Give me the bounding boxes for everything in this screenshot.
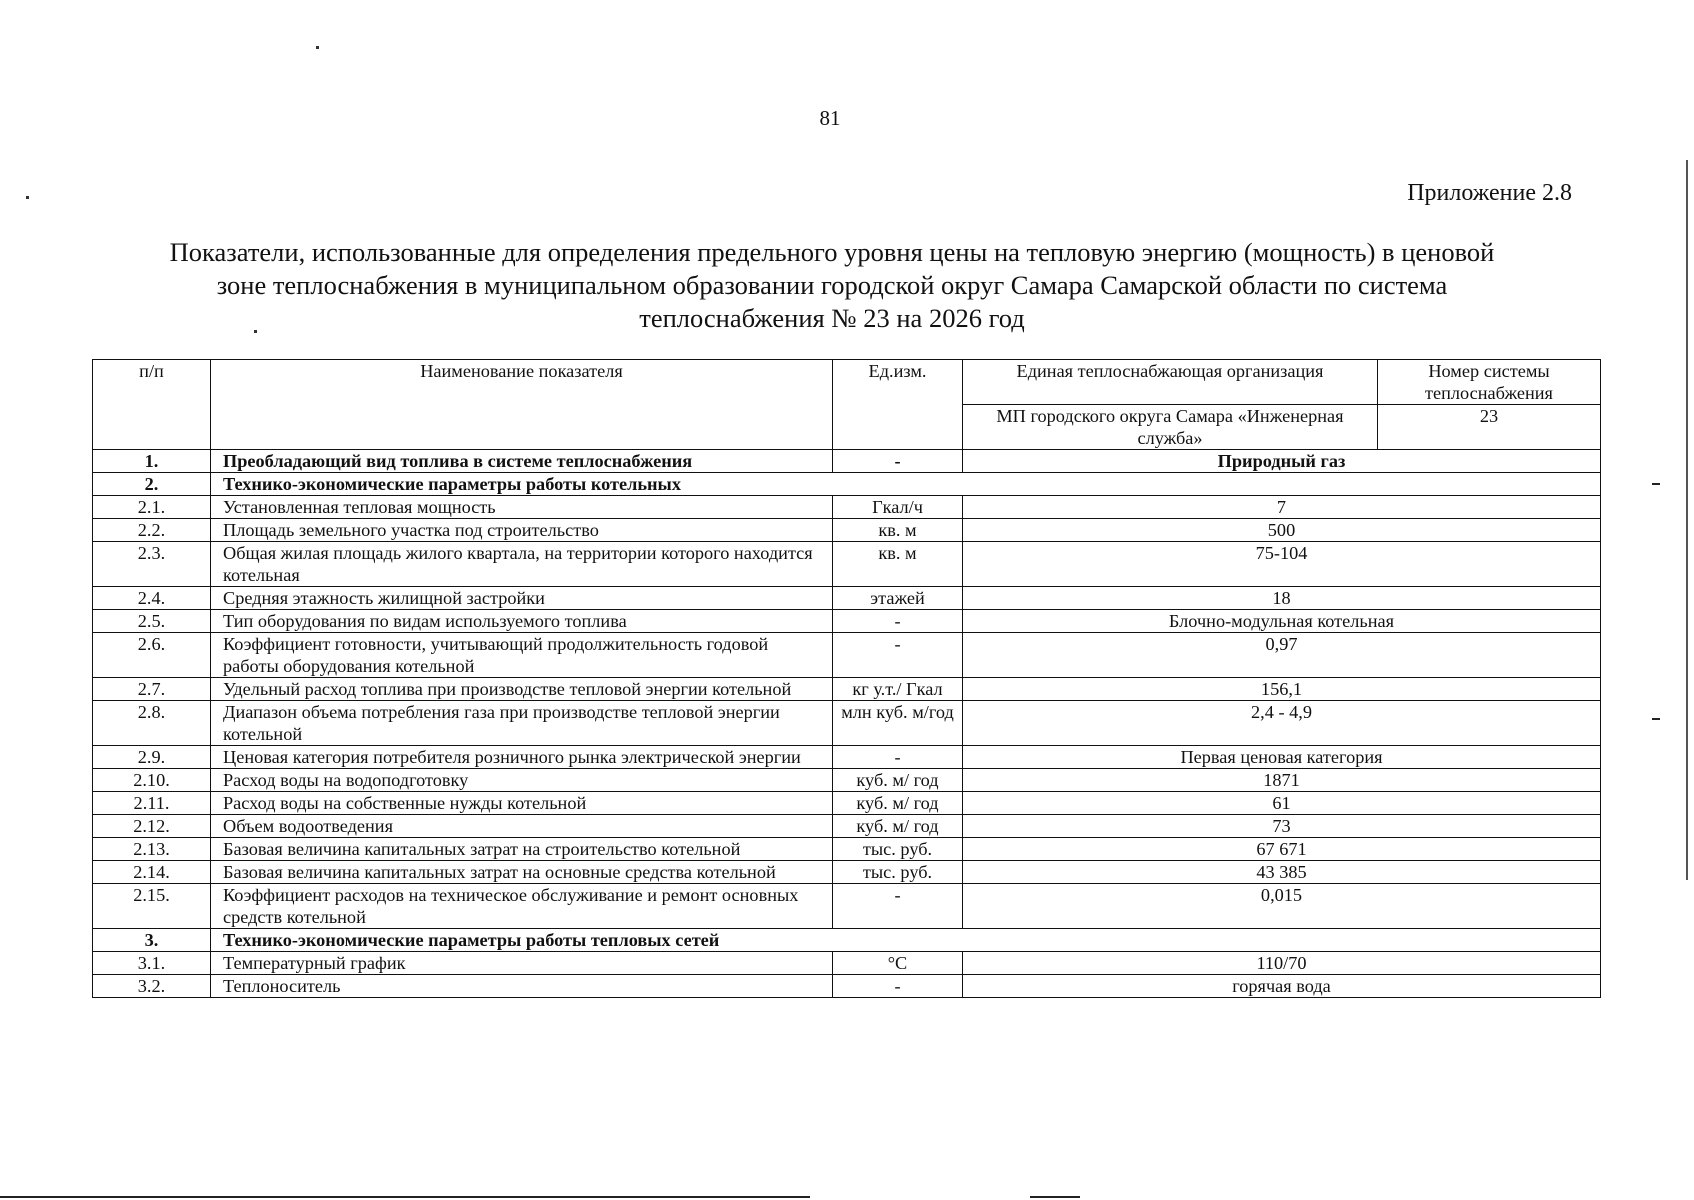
indicator-name: Базовая величина капитальных затрат на основные средства котельной (211, 861, 833, 884)
section-title: Технико-экономические параметры работы котельных (211, 473, 1601, 496)
unit-cell: кг у.т./ Гкал (833, 678, 963, 701)
table-row (93, 610, 1601, 633)
title-line: теплоснабжения № 23 на 2026 год (639, 303, 1025, 333)
scan-speck (254, 330, 257, 333)
value-cell: Природный газ (963, 450, 1601, 473)
table-row (93, 701, 1601, 746)
row-number: 2.12. (93, 815, 211, 838)
value-cell: 18 (963, 587, 1601, 610)
scan-speck (316, 46, 319, 49)
row-number: 2.8. (93, 701, 211, 746)
unit-cell: куб. м/ год (833, 815, 963, 838)
row-number: 3.2. (93, 975, 211, 998)
indicator-name: Базовая величина капитальных затрат на строительство котельной (211, 838, 833, 861)
unit-cell: - (833, 610, 963, 633)
scan-edge-mark (1652, 718, 1660, 720)
indicator-name: Коэффициент расходов на техническое обслуживание и ремонт основных средств котельной (211, 884, 833, 929)
row-number: 2.3. (93, 542, 211, 587)
section-row (93, 929, 1601, 952)
table-row (93, 587, 1601, 610)
header-name: Наименование показателя (211, 360, 833, 450)
indicator-name: Общая жилая площадь жилого квартала, на территории которого находится котельная (211, 542, 833, 587)
table-row (93, 792, 1601, 815)
table-row (93, 496, 1601, 519)
value-cell: горячая вода (963, 975, 1601, 998)
title-line: Показатели, использованные для определения предельного уровня цены на тепловую энергию (мощность) в ценовой (169, 237, 1495, 267)
unit-cell: - (833, 746, 963, 769)
value-cell: 500 (963, 519, 1601, 542)
scan-bottom-line (0, 1196, 810, 1198)
row-number: 2.1. (93, 496, 211, 519)
indicator-name: Расход воды на водоподготовку (211, 769, 833, 792)
unit-cell: Гкал/ч (833, 496, 963, 519)
table-row (93, 450, 1601, 473)
section-title: Технико-экономические параметры работы тепловых сетей (211, 929, 1601, 952)
table-row (93, 952, 1601, 975)
indicator-name: Установленная тепловая мощность (211, 496, 833, 519)
indicator-name: Удельный расход топлива при производстве тепловой энергии котельной (211, 678, 833, 701)
org-name-cell: МП городского округа Самара «Инженерная служба» (963, 405, 1378, 450)
value-cell: 43 385 (963, 861, 1601, 884)
indicator-name: Коэффициент готовности, учитывающий продолжительность годовой работы оборудования котельной (211, 633, 833, 678)
unit-cell: - (833, 884, 963, 929)
unit-cell: - (833, 633, 963, 678)
row-number: 2.5. (93, 610, 211, 633)
indicator-name: Объем водоотведения (211, 815, 833, 838)
indicator-name: Температурный график (211, 952, 833, 975)
indicator-name: Ценовая категория потребителя розничного рынка электрической энергии (211, 746, 833, 769)
unit-cell: - (833, 975, 963, 998)
indicator-name: Площадь земельного участка под строительство (211, 519, 833, 542)
title-line: зоне теплоснабжения в муниципальном образовании городской округ Самара Самарской области по система (216, 270, 1448, 300)
section-row (93, 473, 1601, 496)
value-cell: 0,015 (963, 884, 1601, 929)
value-cell: 110/70 (963, 952, 1601, 975)
unit-cell: кв. м (833, 542, 963, 587)
unit-cell: куб. м/ год (833, 792, 963, 815)
table-row (93, 861, 1601, 884)
unit-cell: кв. м (833, 519, 963, 542)
header-system: Номер системы теплоснабжения (1378, 360, 1601, 405)
unit-cell: тыс. руб. (833, 861, 963, 884)
indicator-name: Преобладающий вид топлива в системе теплоснабжения (211, 450, 833, 473)
unit-cell: °С (833, 952, 963, 975)
table-row (93, 678, 1601, 701)
table-row (93, 884, 1601, 929)
table-row (93, 975, 1601, 998)
value-cell: 75-104 (963, 542, 1601, 587)
indicator-name: Расход воды на собственные нужды котельной (211, 792, 833, 815)
appendix-label: Приложение 2.8 (1407, 180, 1572, 206)
table-header-row (93, 360, 1601, 405)
row-number: 1. (93, 450, 211, 473)
row-number: 2.9. (93, 746, 211, 769)
row-number: 2.14. (93, 861, 211, 884)
header-unit: Ед.изм. (833, 360, 963, 450)
unit-cell: этажей (833, 587, 963, 610)
scan-bottom-line (1030, 1196, 1080, 1198)
value-cell: 67 671 (963, 838, 1601, 861)
parameters-table (92, 359, 1601, 998)
unit-cell: куб. м/ год (833, 769, 963, 792)
row-number: 3.1. (93, 952, 211, 975)
scan-speck (26, 196, 29, 199)
value-cell: 2,4 - 4,9 (963, 701, 1601, 746)
header-org: Единая теплоснабжающая организация (963, 360, 1378, 405)
row-number: 2.7. (93, 678, 211, 701)
scan-edge-mark (1686, 160, 1688, 880)
table-row (93, 746, 1601, 769)
row-number: 2.15. (93, 884, 211, 929)
value-cell: 61 (963, 792, 1601, 815)
row-number: 2.4. (93, 587, 211, 610)
row-number: 2.6. (93, 633, 211, 678)
value-cell: 156,1 (963, 678, 1601, 701)
system-number-cell: 23 (1378, 405, 1601, 450)
row-number: 2.10. (93, 769, 211, 792)
page-number: 81 (819, 106, 841, 130)
indicator-name: Диапазон объема потребления газа при производстве тепловой энергии котельной (211, 701, 833, 746)
row-number: 2. (93, 473, 211, 496)
unit-cell: тыс. руб. (833, 838, 963, 861)
row-number: 2.2. (93, 519, 211, 542)
indicator-name: Теплоноситель (211, 975, 833, 998)
row-number: 3. (93, 929, 211, 952)
header-num: п/п (93, 360, 211, 450)
value-cell: 73 (963, 815, 1601, 838)
row-number: 2.13. (93, 838, 211, 861)
table-row (93, 542, 1601, 587)
indicator-name: Средняя этажность жилищной застройки (211, 587, 833, 610)
value-cell: 7 (963, 496, 1601, 519)
document-title (92, 236, 1572, 335)
unit-cell: - (833, 450, 963, 473)
table-row (93, 838, 1601, 861)
table-row (93, 769, 1601, 792)
table-row (93, 815, 1601, 838)
value-cell: 0,97 (963, 633, 1601, 678)
row-number: 2.11. (93, 792, 211, 815)
table-row (93, 633, 1601, 678)
unit-cell: млн куб. м/год (833, 701, 963, 746)
scan-edge-mark (1652, 483, 1660, 485)
value-cell: Первая ценовая категория (963, 746, 1601, 769)
table-row (93, 519, 1601, 542)
indicator-name: Тип оборудования по видам используемого топлива (211, 610, 833, 633)
value-cell: Блочно-модульная котельная (963, 610, 1601, 633)
value-cell: 1871 (963, 769, 1601, 792)
